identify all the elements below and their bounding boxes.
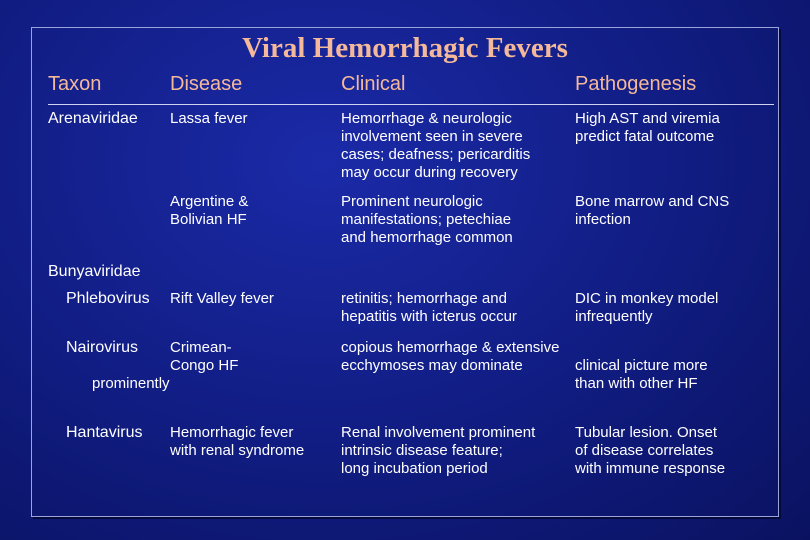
taxon-arenaviridae: Arenaviridae bbox=[48, 110, 138, 127]
disease-overflow-prominently: prominently bbox=[92, 375, 170, 392]
header-taxon: Taxon bbox=[48, 73, 102, 95]
pathogenesis-lassa-fever: High AST and viremia predict fatal outcome bbox=[575, 110, 720, 145]
pathogenesis-hemorrhagic-fever-renal: Tubular lesion. Onset of disease correlates with immune response bbox=[575, 424, 726, 477]
clinical-argentine-bolivian-hf: Prominent neurologic manifestations; petechiae and hemorrhage common bbox=[341, 193, 513, 246]
pathogenesis-crimean-congo-hf: clinical picture more than with other HF bbox=[575, 357, 708, 392]
disease-hemorrhagic-fever-renal: Hemorrhagic fever with renal syndrome bbox=[170, 424, 305, 459]
disease-rift-valley-fever: Rift Valley fever bbox=[170, 290, 274, 307]
header-disease: Disease bbox=[170, 73, 243, 95]
clinical-crimean-congo-hf: copious hemorrhage & extensive ecchymoses may dominate bbox=[341, 339, 560, 374]
disease-argentine-bolivian-hf: Argentine & Bolivian HF bbox=[170, 193, 249, 228]
header-clinical: Clinical bbox=[341, 73, 406, 95]
taxon-nairovirus: Nairovirus bbox=[66, 339, 139, 356]
header-rule bbox=[48, 104, 774, 105]
taxon-hantavirus: Hantavirus bbox=[66, 424, 143, 441]
taxon-phlebovirus: Phlebovirus bbox=[66, 290, 150, 307]
header-pathogenesis: Pathogenesis bbox=[575, 73, 697, 95]
clinical-hemorrhagic-fever-renal: Renal involvement prominent intrinsic disease feature; long incubation period bbox=[341, 424, 536, 477]
pathogenesis-argentine-bolivian-hf: Bone marrow and CNS infection bbox=[575, 193, 730, 228]
disease-crimean-congo-hf: Crimean- Congo HF bbox=[170, 339, 239, 374]
slide-title: Viral Hemorrhagic Fevers bbox=[242, 32, 568, 64]
pathogenesis-rift-valley-fever: DIC in monkey model infrequently bbox=[575, 290, 719, 325]
clinical-lassa-fever: Hemorrhage & neurologic involvement seen in severe cases; deafness; pericarditis may occur during recovery bbox=[341, 110, 531, 181]
clinical-rift-valley-fever: retinitis; hemorrhage and hepatitis with icterus occur bbox=[341, 290, 517, 325]
taxon-bunyaviridae: Bunyaviridae bbox=[48, 263, 141, 280]
disease-lassa-fever: Lassa fever bbox=[170, 110, 248, 127]
